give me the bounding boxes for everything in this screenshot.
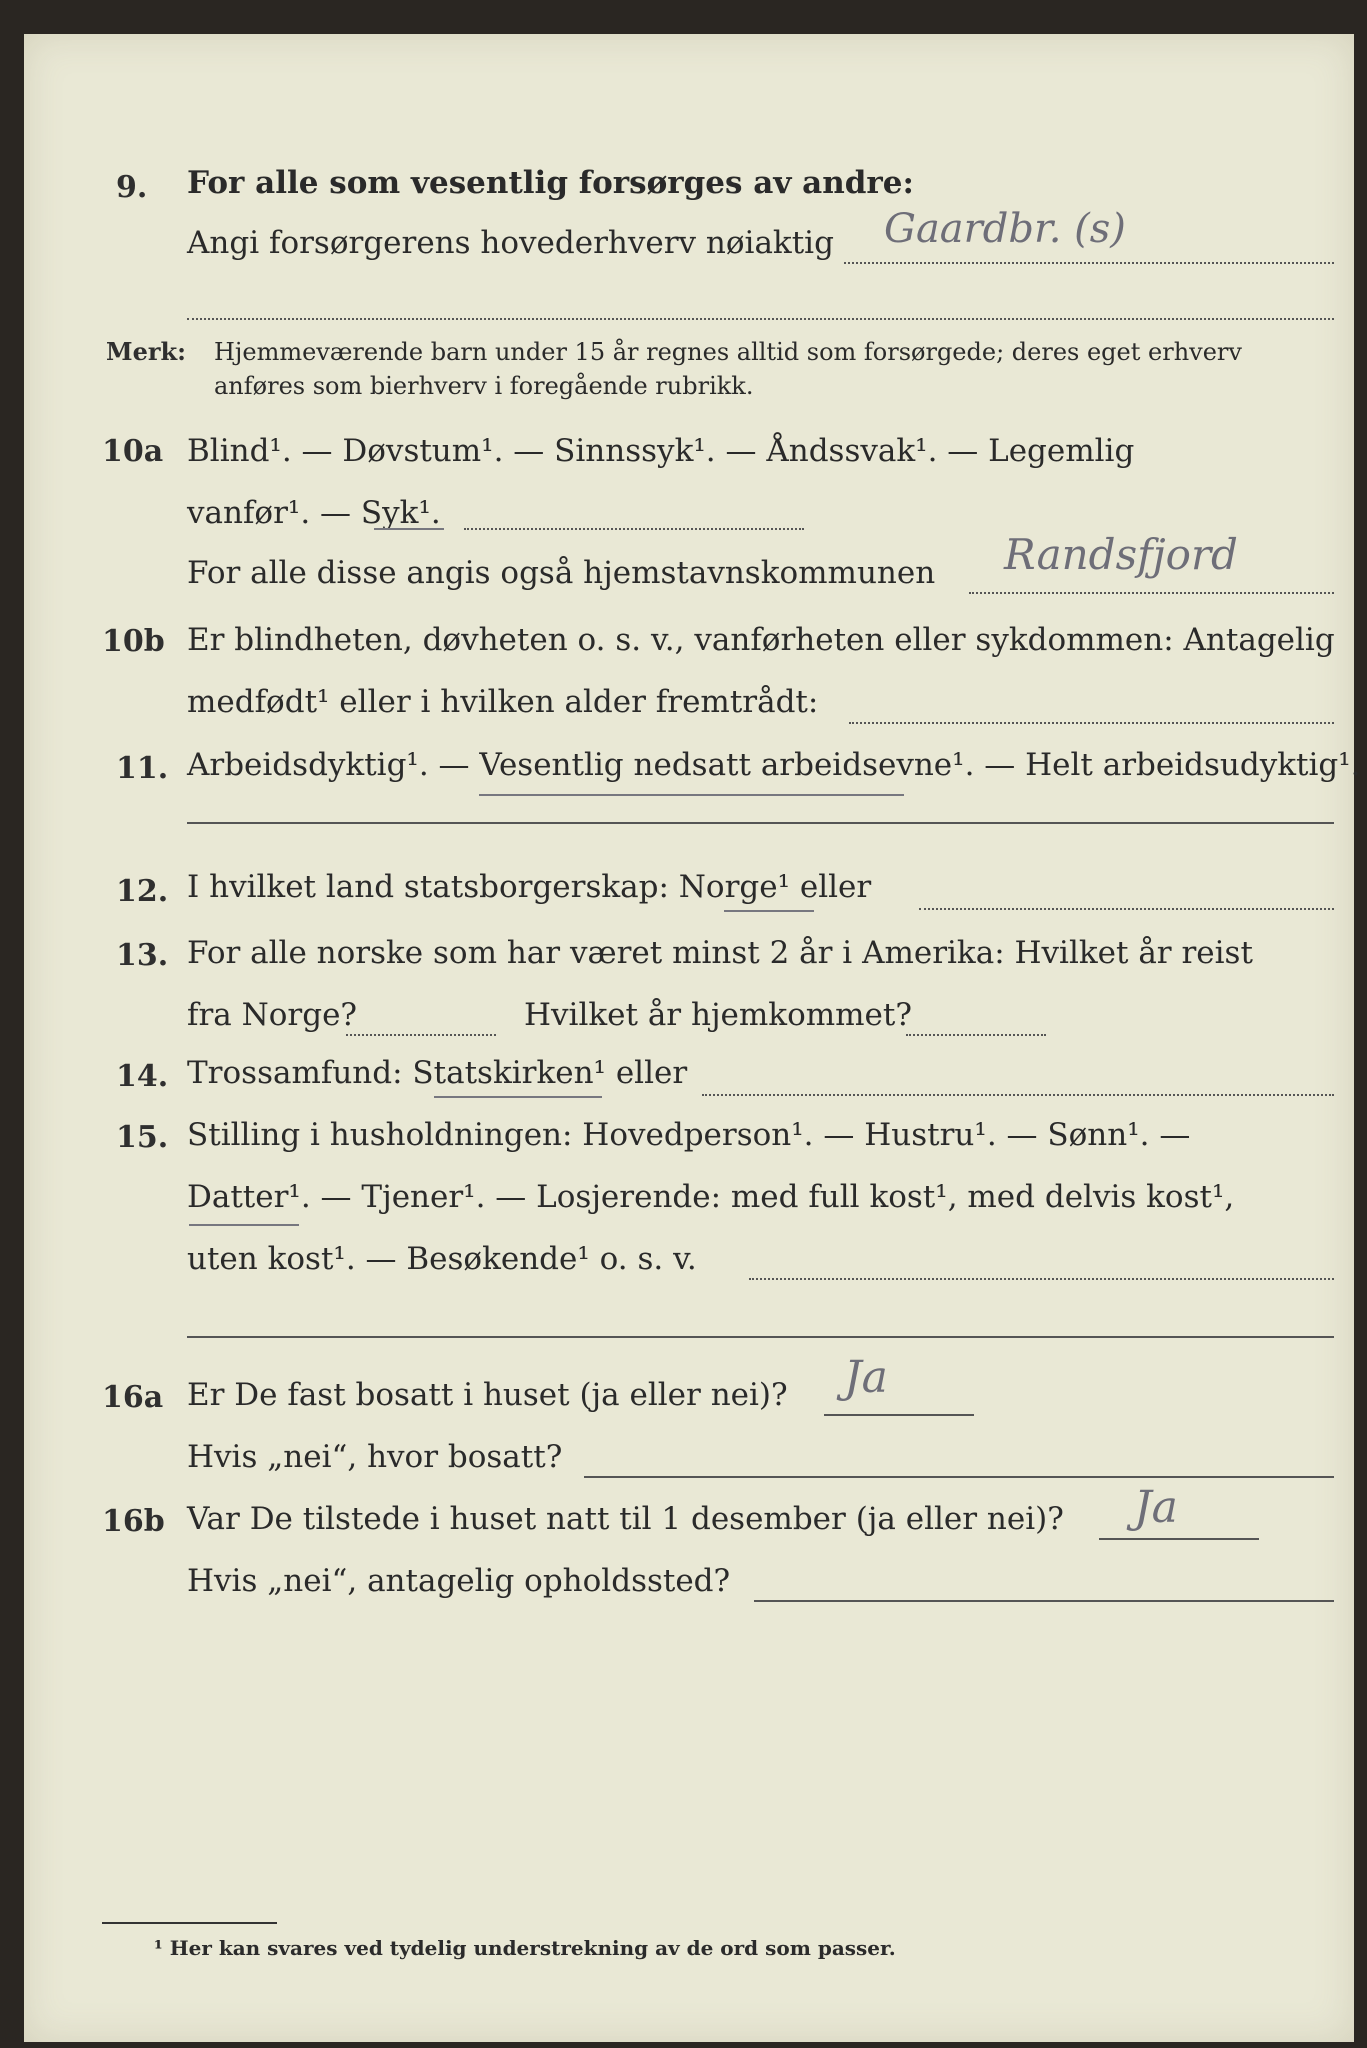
- q13-number: 13.: [116, 938, 169, 973]
- q16a-line2: Hvis „nei“, hvor bosatt?: [187, 1439, 563, 1475]
- q16b-opholdssted-line: [754, 1600, 1334, 1602]
- merk-label: Merk:: [106, 337, 186, 366]
- q16b-answer-line: [1099, 1538, 1259, 1540]
- q10b-answer-line: [849, 722, 1334, 724]
- q10a-line2: vanfør¹. — Syk¹.: [187, 495, 441, 531]
- q10a-line2-fill: [464, 528, 804, 530]
- q12-underline: [724, 910, 814, 912]
- q9-extra-line: [187, 318, 1334, 320]
- q15-underline: [189, 1224, 299, 1226]
- q13-line1: For alle norske som har været minst 2 år i Amerika: Hvilket år reist: [187, 935, 1253, 971]
- q10a-line3: For alle disse angis også hjemstavnskommunen: [187, 555, 936, 591]
- footnote: ¹ Her kan svares ved tydelig understrekning av de ord som passer.: [154, 1936, 896, 1960]
- q13-hjem-line: [906, 1034, 1046, 1036]
- q10a-handwritten-answer: Randsfjord: [1004, 530, 1238, 579]
- merk-line2: anføres som bierhverv i foregående rubrikk.: [214, 372, 754, 400]
- q15-line3: uten kost¹. — Besøkende¹ o. s. v.: [187, 1241, 697, 1277]
- q9-prompt: Angi forsørgerens hovederhverv nøiaktig: [187, 225, 834, 261]
- q12-answer-line: [919, 908, 1334, 910]
- q16b-line2: Hvis „nei“, antagelig opholdssted?: [187, 1563, 731, 1599]
- q10b-number: 10b: [102, 624, 165, 659]
- q16a-line1: Er De fast bosatt i huset (ja eller nei)?: [187, 1377, 788, 1413]
- census-form-page: [24, 34, 1361, 2042]
- q11-underline: [479, 794, 904, 796]
- q16a-bosatt-line: [584, 1476, 1334, 1478]
- q12-line1: I hvilket land statsborgerskap: Norge¹ eller: [187, 869, 872, 905]
- q10b-line1: Er blindheten, døvheten o. s. v., vanførheten eller sykdommen: Antagelig: [187, 622, 1335, 658]
- q10a-syk-underline: [374, 528, 444, 530]
- q12-number: 12.: [116, 874, 169, 909]
- merk-line1: Hjemmeværende barn under 15 år regnes alltid som forsørgede; deres eget erhverv: [214, 338, 1242, 366]
- q10b-line2: medfødt¹ eller i hvilken alder fremtrådt:: [187, 684, 819, 720]
- q15-line2: Datter¹. — Tjener¹. — Losjerende: med full kost¹, med delvis kost¹,: [187, 1179, 1235, 1215]
- q14-underline: [434, 1096, 602, 1098]
- q11-line1: Arbeidsdyktig¹. — Vesentlig nedsatt arbeidsevne¹. — Helt arbeidsudyktig¹.: [187, 747, 1361, 783]
- q16b-handwritten-answer: Ja: [1134, 1482, 1178, 1533]
- q10a-line1: Blind¹. — Døvstum¹. — Sinnssyk¹. — Åndssvak¹. — Legemlig: [187, 433, 1135, 469]
- q14-number: 14.: [116, 1059, 169, 1094]
- q13-line2b: Hvilket år hjemkommet?: [524, 997, 912, 1033]
- q14-line1: Trossamfund: Statskirken¹ eller: [187, 1055, 688, 1091]
- q9-answer-line: [844, 262, 1334, 264]
- q15-extra-line: [187, 1336, 1334, 1338]
- q16b-number: 16b: [102, 1504, 165, 1539]
- q9-question: For alle som vesentlig forsørges av andre:: [187, 165, 914, 201]
- q11-extra-line: [187, 822, 1334, 824]
- q16a-answer-line: [824, 1414, 974, 1416]
- q16a-number: 16a: [102, 1380, 164, 1415]
- q16a-handwritten-answer: Ja: [844, 1352, 888, 1403]
- q9-handwritten-answer: Gaardbr. (s): [884, 206, 1126, 252]
- q13-reist-line: [346, 1034, 496, 1036]
- q15-answer-line: [749, 1278, 1334, 1280]
- q9-number: 9.: [116, 170, 148, 205]
- q10a-answer-line: [969, 592, 1334, 594]
- q10a-number: 10a: [102, 434, 164, 469]
- q15-number: 15.: [116, 1120, 169, 1155]
- q11-number: 11.: [116, 751, 169, 786]
- q15-line1: Stilling i husholdningen: Hovedperson¹. — Hustru¹. — Sønn¹. —: [187, 1117, 1191, 1153]
- q14-answer-line: [702, 1094, 1334, 1096]
- q13-line2a: fra Norge?: [187, 997, 358, 1033]
- q16b-line1: Var De tilstede i huset natt til 1 desember (ja eller nei)?: [187, 1501, 1064, 1537]
- footnote-rule: [102, 1922, 277, 1924]
